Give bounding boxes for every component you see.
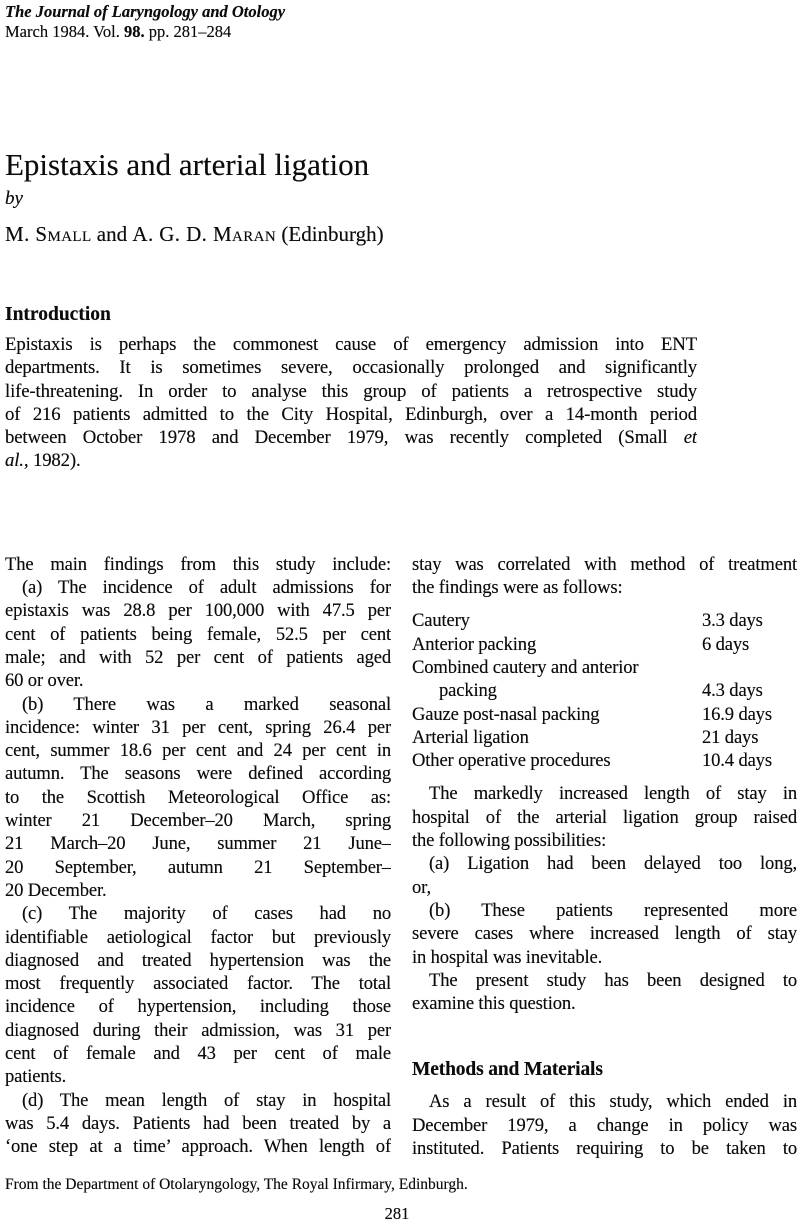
treatment-label: Anterior packing	[412, 633, 537, 655]
text-line: (a) Ligation had been delayed too long,	[429, 853, 797, 875]
author-affiliation-suffix: (Edinburgh)	[276, 222, 384, 246]
left-column	[5, 553, 391, 1161]
text-line: cent, summer 18.6 per cent and 24 per cent in	[5, 740, 391, 762]
byline: by	[5, 188, 23, 209]
treatment-value	[702, 656, 797, 679]
treatment-label: Gauze post-nasal packing	[412, 703, 600, 725]
discussion-paragraphs	[412, 782, 797, 1015]
treatment-value: 3.3 days	[702, 610, 763, 632]
treatment-row	[412, 633, 797, 656]
text-line: al., 1982).	[5, 450, 81, 472]
treatment-row	[412, 679, 797, 702]
text-line: instituted. Patients requiring to be taken to	[412, 1138, 797, 1160]
treatment-label: Cautery	[412, 610, 470, 632]
text-line: epistaxis was 28.8 per 100,000 with 47.5 per	[5, 600, 391, 622]
article-title: Epistaxis and arterial ligation	[5, 147, 370, 182]
text-line: diagnosed and treated hypertension was the	[5, 949, 391, 971]
text-line: identifiable aetiological factor but previously	[5, 926, 391, 948]
text-line: life-threatening. In order to analyse this group of patients a retrospective study	[5, 380, 697, 402]
text-line: the following possibilities:	[412, 830, 607, 852]
text-line: 20 December.	[5, 879, 107, 901]
text-line: male; and with 52 per cent of patients aged	[5, 646, 391, 668]
text-line: cent of female and 43 per cent of male	[5, 1043, 391, 1065]
treatment-value: 10.4 days	[702, 750, 772, 772]
text-line: in hospital was inevitable.	[412, 946, 603, 968]
treatment-row	[412, 726, 797, 749]
text-line: The present study has been designed to	[429, 969, 797, 991]
issue-prefix: March 1984. Vol.	[5, 22, 125, 41]
treatment-label: Combined cautery and anterior	[412, 656, 639, 678]
text-line: was 5.4 days. Patients had been treated by a	[5, 1112, 391, 1134]
text-line: 60 or over.	[5, 670, 84, 692]
methods-paragraph	[412, 1090, 797, 1160]
author-join: and	[91, 222, 133, 246]
text-line: most frequently associated factor. The total	[5, 973, 391, 995]
text-line: ‘one step at a time’ approach. When length of	[5, 1136, 391, 1158]
text-line: The markedly increased length of stay in	[429, 783, 797, 805]
text-line: incidence: winter 31 per cent, spring 26.4 per	[5, 716, 391, 738]
treatment-label: Other operative procedures	[412, 750, 611, 772]
text-line: of 216 patients admitted to the City Hospital, Edinburgh, over a 14-month period	[5, 403, 697, 425]
treatment-row	[412, 749, 797, 772]
author-name-2: A. G. D. Maran	[132, 222, 277, 246]
text-line: winter 21 December–20 March, spring	[5, 810, 391, 832]
text-line: (b) There was a marked seasonal	[22, 693, 391, 715]
text-line: incidence of hypertension, including those	[5, 996, 391, 1018]
journal-header	[5, 2, 797, 42]
author-name-1: M. Small	[5, 222, 92, 246]
text-line: autumn. The seasons were defined according	[5, 763, 391, 785]
methods-heading: Methods and Materials	[412, 1059, 603, 1081]
affiliation-note: From the Department of Otolaryngology, The Royal Infirmary, Edinburgh.	[5, 1176, 468, 1193]
text-line: 20 September, autumn 21 September–	[5, 856, 391, 878]
text-line: As a result of this study, which ended in	[429, 1091, 797, 1113]
text-line: stay was correlated with method of treatment	[412, 553, 797, 575]
text-line: or,	[412, 876, 431, 898]
issue-suffix: pp. 281–284	[144, 22, 232, 41]
text-line: (d) The mean length of stay in hospital	[22, 1089, 391, 1111]
text-line: to the Scottish Meteorological Office as:	[5, 786, 391, 808]
text-line: severe cases where increased length of stay	[412, 923, 797, 945]
text-line: cent of patients being female, 52.5 per cent	[5, 623, 391, 645]
introduction-paragraph	[5, 333, 697, 473]
treatment-value: 16.9 days	[702, 703, 772, 725]
page-number: 281	[384, 1204, 410, 1223]
text-line: The main findings from this study include:	[5, 553, 391, 575]
text-line: departments. It is sometimes severe, occasionally prolonged and significantly	[5, 357, 697, 379]
treatment-value: 4.3 days	[702, 680, 763, 702]
treatment-label: packing	[439, 680, 497, 702]
right-column	[412, 553, 797, 1161]
treatment-row	[412, 703, 797, 726]
text-line: 21 March–20 June, summer 21 June–	[5, 833, 391, 855]
volume-number: 98.	[124, 22, 145, 41]
text-line: December 1979, a change in policy was	[412, 1114, 797, 1136]
text-line: (a) The incidence of adult admissions for	[22, 577, 391, 599]
treatment-row	[412, 656, 797, 679]
two-column-body	[5, 553, 797, 1161]
treatment-value: 6 days	[702, 633, 750, 655]
text-line: Epistaxis is perhaps the commonest cause of emergency admission into ENT	[5, 334, 697, 355]
treatment-list	[412, 609, 797, 772]
treatment-row	[412, 609, 797, 632]
continuation-paragraph	[412, 553, 797, 600]
text-line: hospital of the arterial ligation group raised	[412, 806, 797, 828]
text-line: patients.	[5, 1066, 67, 1088]
text-line: (c) The majority of cases had no	[22, 903, 391, 925]
authors-line	[5, 221, 797, 247]
treatment-value: 21 days	[702, 726, 759, 748]
text-line: examine this question.	[412, 993, 576, 1015]
issue-line	[5, 22, 797, 42]
text-line: between October 1978 and December 1979, was recently completed (Small et	[5, 427, 697, 449]
journal-title-line: The Journal of Laryngology and Otology	[5, 2, 286, 21]
text-line: the findings were as follows:	[412, 577, 623, 599]
text-line: (b) These patients represented more	[429, 899, 797, 921]
text-line: diagnosed during their admission, was 31 per	[5, 1019, 391, 1041]
treatment-label: Arterial ligation	[412, 726, 529, 748]
introduction-heading: Introduction	[5, 304, 111, 325]
